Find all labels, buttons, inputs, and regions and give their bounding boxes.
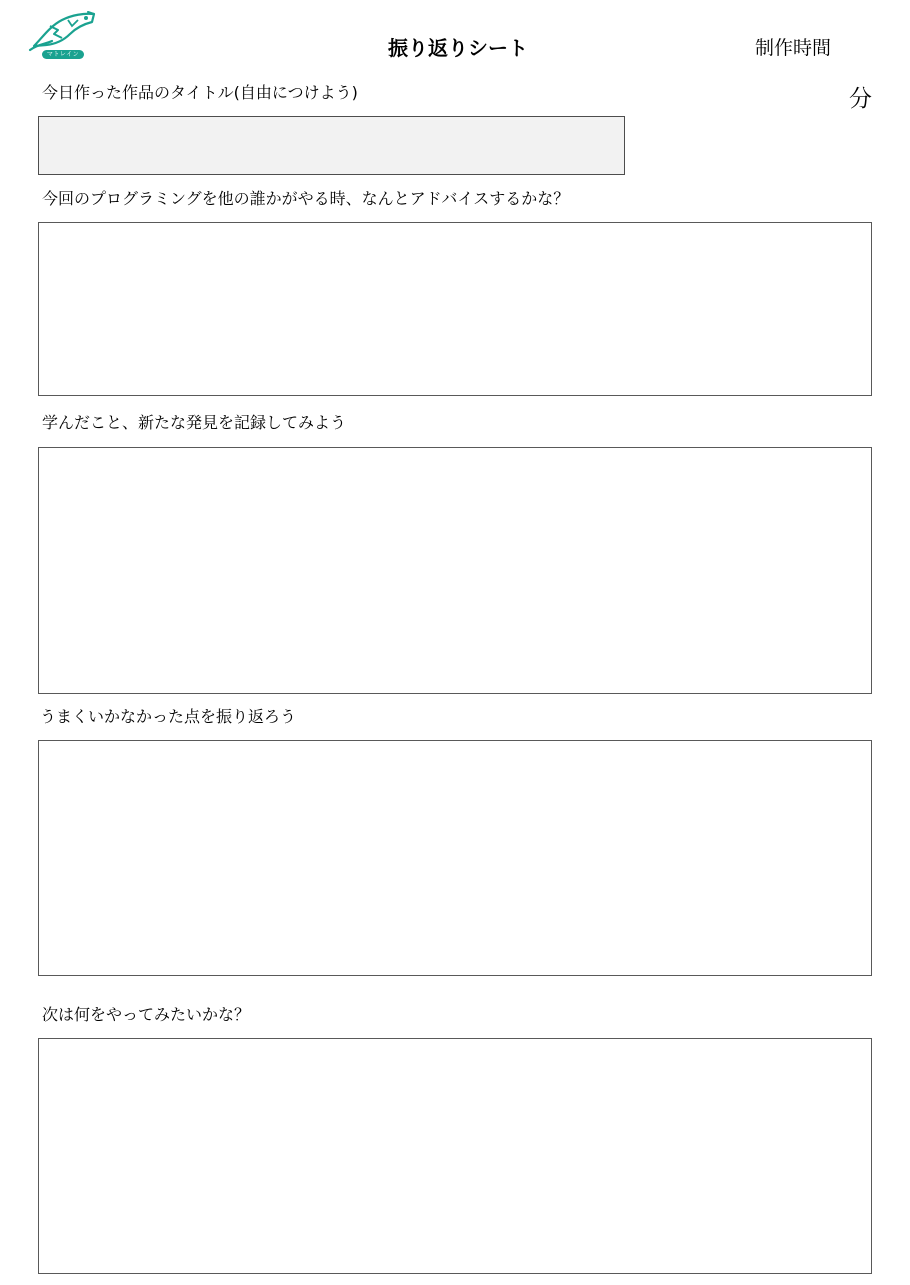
title-answer-box[interactable] — [38, 116, 625, 175]
struggles-answer-box[interactable] — [38, 740, 872, 976]
advice-answer-box[interactable] — [38, 222, 872, 396]
next-answer-box[interactable] — [38, 1038, 872, 1274]
struggles-prompt: うまくいかなかった点を振り返ろう — [40, 707, 297, 726]
learned-prompt: 学んだこと、新たな発見を記録してみよう — [42, 413, 347, 432]
production-time-label: 制作時間 — [755, 37, 832, 59]
learned-answer-box[interactable] — [38, 447, 872, 694]
sheet-title: 振り返りシート — [388, 36, 528, 60]
advice-prompt: 今回のプログラミングを他の誰かがやる時、なんとアドバイスするかな？ — [42, 189, 570, 208]
next-prompt: 次は何をやってみたいかな？ — [42, 1005, 251, 1024]
minutes-unit-label: 分 — [849, 86, 872, 112]
title-prompt: 今日作った作品のタイトル(自由につけよう) — [42, 83, 358, 102]
logo-label: マトレイン — [42, 50, 84, 59]
